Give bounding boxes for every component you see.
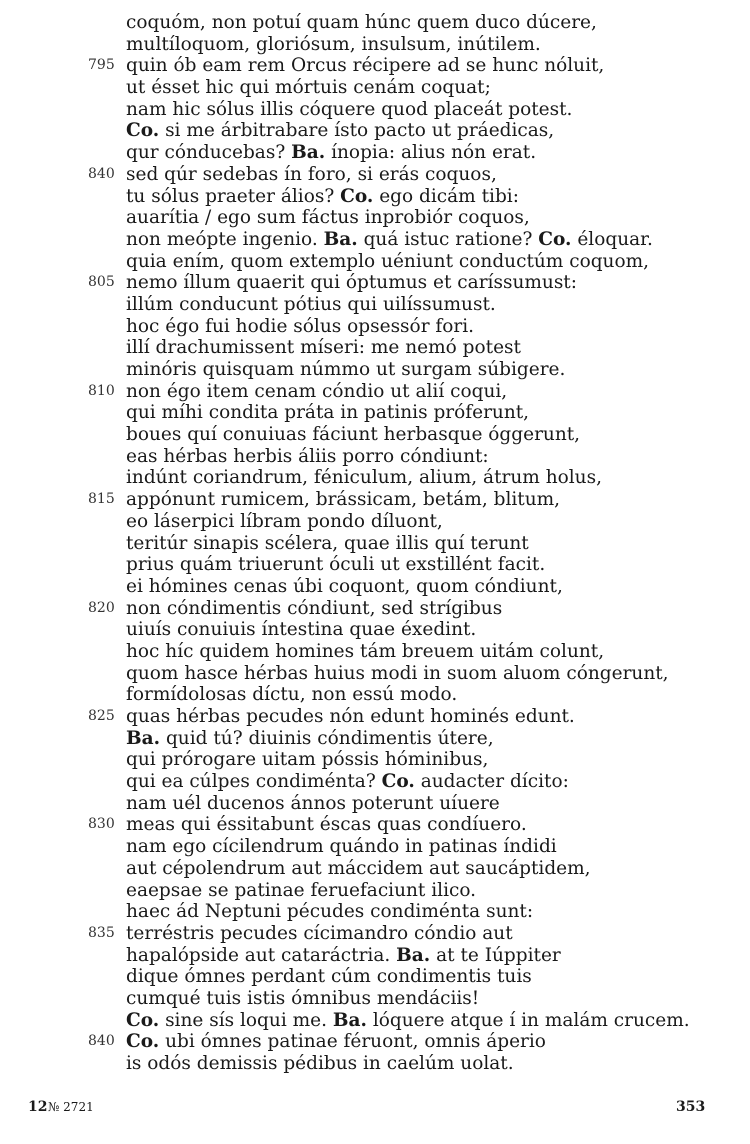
speaker-label: Co. [126,1009,160,1031]
verse-segment: teritúr sinapis scélera, quae illis quí terunt [126,532,529,554]
verse-text [126,1031,546,1053]
verse-text [126,207,530,229]
verse-segment: quia ením, quom extemplo uéniunt conductúm coquom, [126,250,650,272]
verse-text [126,272,577,294]
verse-line [0,424,750,446]
line-number: 825 [88,708,115,724]
verse-text [126,142,536,164]
speaker-label: Co. [126,120,160,142]
verse-text [126,771,569,793]
verse-text [126,988,479,1010]
verse-text [126,402,529,424]
verse-block [0,12,750,1075]
verse-segment: indúnt coriandrum, féniculum, alium, átrum holus, [126,467,602,489]
verse-segment: quá istuc ratione? [357,228,539,250]
verse-text [126,858,591,880]
verse-segment: hoc égo fui hodie sólus opsessór fori. [126,315,475,337]
verse-text [126,793,500,815]
verse-line [0,511,750,533]
verse-line [0,381,750,403]
verse-segment: hoc híc quidem homines tám breuem uitám colunt, [126,640,605,662]
verse-segment: nemo íllum quaerit qui óptumus et caríssumust: [126,272,577,294]
page-footer [0,1099,750,1123]
verse-segment: qui míhi condita práta in patinis próferunt, [126,402,530,424]
speaker-label: Co. [538,228,572,250]
verse-line [0,793,750,815]
verse-segment: sine sís loqui me. [159,1009,333,1031]
verse-segment: quas hérbas pecudes nón edunt hominés edunt. [126,706,575,727]
verse-line [0,337,750,359]
verse-segment: sed qúr sedebas ín foro, si erás coquos, [126,163,497,185]
verse-text [126,923,513,945]
verse-text [126,663,669,685]
verse-segment: quom hasce hérbas huius modi in suom aluom cóngerunt, [126,662,669,684]
verse-line [0,554,750,576]
verse-text [126,619,476,641]
verse-text [126,749,488,771]
verse-segment: appónunt rumicem, brássicam, betám, blitum, [126,489,561,511]
verse-text [126,706,575,728]
verse-text [126,337,521,359]
verse-line [0,684,750,706]
verse-text [126,229,653,251]
verse-segment: quid tú? diuinis cóndimentis útere, [160,727,494,749]
verse-text [126,598,502,620]
verse-line [0,489,750,511]
verse-line [0,923,750,945]
verse-text [126,814,527,836]
verse-line [0,576,750,598]
verse-segment: dique ómnes perdant cúm condimentis tuis [126,966,532,988]
verse-line [0,749,750,771]
verse-segment: haec ád Neptuni pécudes condiménta sunt: [126,901,534,923]
signature-number: 12 [28,1099,48,1115]
verse-line [0,316,750,338]
speaker-label: Ba. [396,944,431,966]
verse-text [126,77,491,99]
verse-segment: prius quám triuerunt óculi ut exstillént facit. [126,554,546,576]
verse-line [0,446,750,468]
verse-segment: non cóndimentis cóndiunt, sed strígibus [126,597,503,619]
verse-text [126,381,507,403]
verse-line [0,945,750,967]
verse-segment: illúm conducunt pótius qui uilíssumust. [126,293,496,315]
verse-segment: non meópte ingenio. [126,228,324,250]
verse-line [0,359,750,381]
line-number: 805 [88,274,115,291]
verse-segment: coquóm, non potuí quam húnc quem duco dúcere, [126,12,597,33]
verse-text [126,880,476,902]
verse-segment: auarítia / ego sum fáctus inprobiór coquos, [126,207,530,229]
verse-text [126,316,474,338]
verse-segment: quin ób eam rem Orcus récipere ad se hunc nóluit, [126,55,605,77]
verse-line [0,663,750,685]
verse-segment: non égo item cenam cóndio ut alií coqui, [126,380,508,402]
speaker-label: Ba. [323,228,358,250]
verse-line [0,988,750,1010]
verse-text [126,186,519,208]
verse-text [126,533,529,555]
verse-segment: nam ego cícilendrum quándo in patinas índidi [126,836,557,858]
verse-line [0,12,750,34]
verse-segment: nam uél ducenos ánnos poterunt uíuere [126,792,500,814]
line-number: 835 [88,924,115,941]
verse-segment: si me árbitrabare ísto pacto ut práedicas, [159,120,555,142]
verse-text [126,966,532,988]
verse-line [0,1053,750,1075]
verse-segment: eas hérbas herbis áliis porro cóndiunt: [126,445,489,467]
verse-segment: meas qui éssitabunt éscas quas condíuero. [126,814,527,836]
speaker-label: Ba. [126,727,161,749]
verse-line [0,880,750,902]
line-number: 795 [88,57,115,74]
verse-line [0,229,750,251]
page-number: 353 [676,1099,706,1115]
verse-line [0,966,750,988]
speaker-label: Co. [126,1031,160,1053]
verse-line [0,207,750,229]
verse-line [0,99,750,121]
verse-line [0,619,750,641]
verse-segment: eaepsae se patinae feruefaciunt ilico. [126,879,477,901]
verse-line [0,598,750,620]
verse-line [0,771,750,793]
verse-text [126,728,494,750]
verse-line [0,533,750,555]
line-number: 820 [88,599,115,616]
speaker-label: Co. [381,771,415,793]
verse-text [126,424,580,446]
verse-text [126,945,561,967]
verse-segment: ínopia: alius nón erat. [325,142,537,164]
verse-line [0,901,750,923]
verse-line [0,1031,750,1053]
verse-segment: is odós demissis pédibus in caelúm uolat. [126,1053,514,1074]
verse-text [126,446,489,468]
line-number: 815 [88,491,115,508]
line-number: 840 [88,165,115,182]
verse-text [126,836,557,858]
verse-text [126,294,496,316]
verse-segment: eo láserpici líbram pondo díluont, [126,510,443,532]
verse-segment: uiuís conuiuis íntestina quae éxedint. [126,619,477,641]
verse-line [0,836,750,858]
verse-segment: qui prórogare uitam póssis hóminibus, [126,749,489,771]
verse-line [0,641,750,663]
verse-segment: multíloquom, gloriósum, insulsum, inútilem. [126,33,541,55]
verse-text [126,489,560,511]
verse-segment: qui ea cúlpes condiménta? [126,771,382,793]
verse-segment: hapalópside aut cataráctria. [126,944,397,966]
verse-segment: qur cónducebas? [126,142,292,164]
verse-text [126,576,563,598]
signature-label: № 2721 [48,1100,94,1114]
verse-segment: tu sólus praeter álios? [126,185,341,207]
verse-line [0,120,750,142]
verse-text [126,12,597,34]
verse-text [126,1053,514,1075]
verse-segment: terréstris pecudes cícimandro cóndio aut [126,922,513,944]
verse-line [0,814,750,836]
verse-text [126,120,554,142]
speaker-label: Ba. [332,1009,367,1031]
verse-text [126,1010,690,1032]
speaker-label: Ba. [291,142,326,164]
verse-line [0,402,750,424]
speaker-label: Co. [340,185,374,207]
verse-line [0,55,750,77]
verse-segment: lóquere atque í in malám crucem. [366,1009,690,1031]
verse-line [0,77,750,99]
verse-text [126,641,604,663]
verse-segment: cumqué tuis istis ómnibus mendáciis! [126,987,480,1009]
verse-line [0,272,750,294]
verse-text [126,554,545,576]
verse-segment: boues quí conuiuas fáciunt herbasque óggerunt, [126,424,581,446]
verse-segment: illí drachumissent míseri: me nemó potest [126,337,521,359]
verse-line [0,186,750,208]
verse-line [0,706,750,728]
verse-line [0,142,750,164]
line-number: 810 [88,382,115,399]
verse-text [126,684,457,706]
verse-line [0,34,750,56]
verse-text [126,251,649,273]
verse-line [0,294,750,316]
verse-segment: minóris quisquam númmo ut surgam súbigere. [126,359,566,380]
verse-segment: ei hómines cenas úbi coquont, quom cóndiunt, [126,575,563,597]
verse-line [0,251,750,273]
verse-line [0,858,750,880]
verse-text [126,467,602,489]
line-number: 840 [88,1033,115,1050]
verse-segment: aut cépolendrum aut máccidem aut saucáptidem, [126,857,591,879]
verse-line [0,1010,750,1032]
verse-segment: at te Iúppiter [430,944,561,966]
verse-text [126,34,541,56]
verse-segment: ut ésset hic qui mórtuis cenám coquat; [126,77,491,99]
verse-text [126,164,497,186]
verse-segment: formídolosas díctu, non essú modo. [126,684,458,706]
verse-segment: audacter dícito: [414,771,569,793]
verse-segment: ego dicám tibi: [373,185,519,207]
verse-text [126,901,533,923]
verse-segment: nam hic sólus illis cóquere quod placeát potest. [126,98,573,120]
verse-text [126,359,565,381]
verse-text [126,99,572,121]
verse-line [0,164,750,186]
line-number: 830 [88,816,115,833]
verse-line [0,467,750,489]
verse-segment: éloquar. [571,228,653,250]
verse-segment: ubi ómnes patinae féruont, omnis áperio [159,1031,546,1053]
verse-line [0,728,750,750]
verse-text [126,511,443,533]
verse-text [126,55,604,77]
